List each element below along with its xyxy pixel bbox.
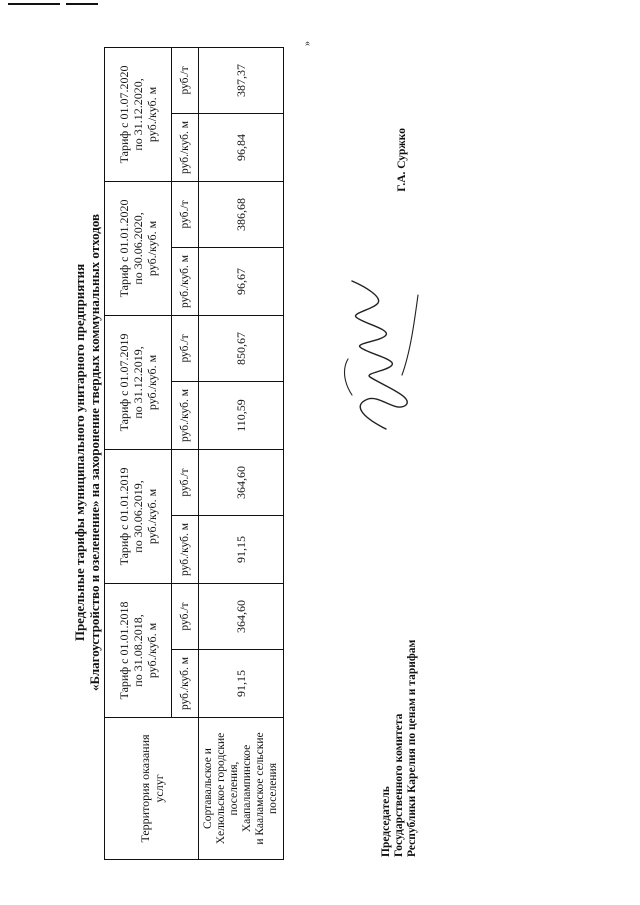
tariff-value-cell: 364,60 xyxy=(199,583,284,649)
handwritten-signature xyxy=(322,275,432,435)
signatory-position: Председатель Государственного комитета Республики Карелия по ценам и тарифам xyxy=(380,639,418,857)
tariff-value-cell: 364,60 xyxy=(199,449,284,515)
tariff-value-cell: 850,67 xyxy=(199,315,284,381)
tariff-value-cell: 91,15 xyxy=(199,650,284,718)
table-row xyxy=(199,47,284,859)
tariff-value-cell: 387,37 xyxy=(199,47,284,113)
unit-m3-header: руб./куб. м xyxy=(172,247,199,315)
period-header: Тариф с 01.01.2018 по 31.08.2018, руб./куб. м xyxy=(105,583,172,717)
tariff-value-cell: 91,15 xyxy=(199,515,284,583)
territory-header: Территория оказания услуг xyxy=(105,718,199,860)
period-header: Тариф с 01.07.2019 по 31.12.2019, руб./куб. м xyxy=(105,315,172,449)
tariff-value-cell: 96,67 xyxy=(199,247,284,315)
document-title-line2: «Благоустройство и озеленение» на захоронение твердых коммунальных отходов xyxy=(87,213,102,692)
territory-cell: Сортавальское и Хелюльское городские поселения, Хаапалампинское и Кааламское сельские поселения xyxy=(199,718,284,860)
unit-t-header: руб./т xyxy=(172,181,199,247)
tariff-table xyxy=(104,47,284,860)
period-header-row xyxy=(105,47,172,859)
period-header: Тариф с 01.01.2019 по 30.06.2019, руб./куб. м xyxy=(105,449,172,583)
period-header: Тариф с 01.07.2020 по 31.12.2020, руб./куб. м xyxy=(105,47,172,181)
unit-m3-header: руб./куб. м xyxy=(172,515,199,583)
tariff-value-cell: 386,68 xyxy=(199,181,284,247)
document-title-line1: Предельные тарифы муниципального унитарного предприятия xyxy=(72,263,87,642)
period-header: Тариф с 01.01.2020 по 30.06.2020, руб./куб. м xyxy=(105,181,172,315)
unit-t-header: руб./т xyxy=(172,315,199,381)
signatory-name: Г.А. Суржко xyxy=(396,128,408,192)
tariff-value-cell: 96,84 xyxy=(199,113,284,181)
unit-m3-header: руб./куб. м xyxy=(172,650,199,718)
unit-t-header: руб./т xyxy=(172,47,199,113)
tariff-value-cell: 110,59 xyxy=(199,381,284,449)
unit-m3-header: руб./куб. м xyxy=(172,113,199,181)
unit-t-header: руб./т xyxy=(172,583,199,649)
unit-t-header: руб./т xyxy=(172,449,199,515)
closing-quote-mark: » xyxy=(302,41,313,46)
unit-m3-header: руб./куб. м xyxy=(172,381,199,449)
